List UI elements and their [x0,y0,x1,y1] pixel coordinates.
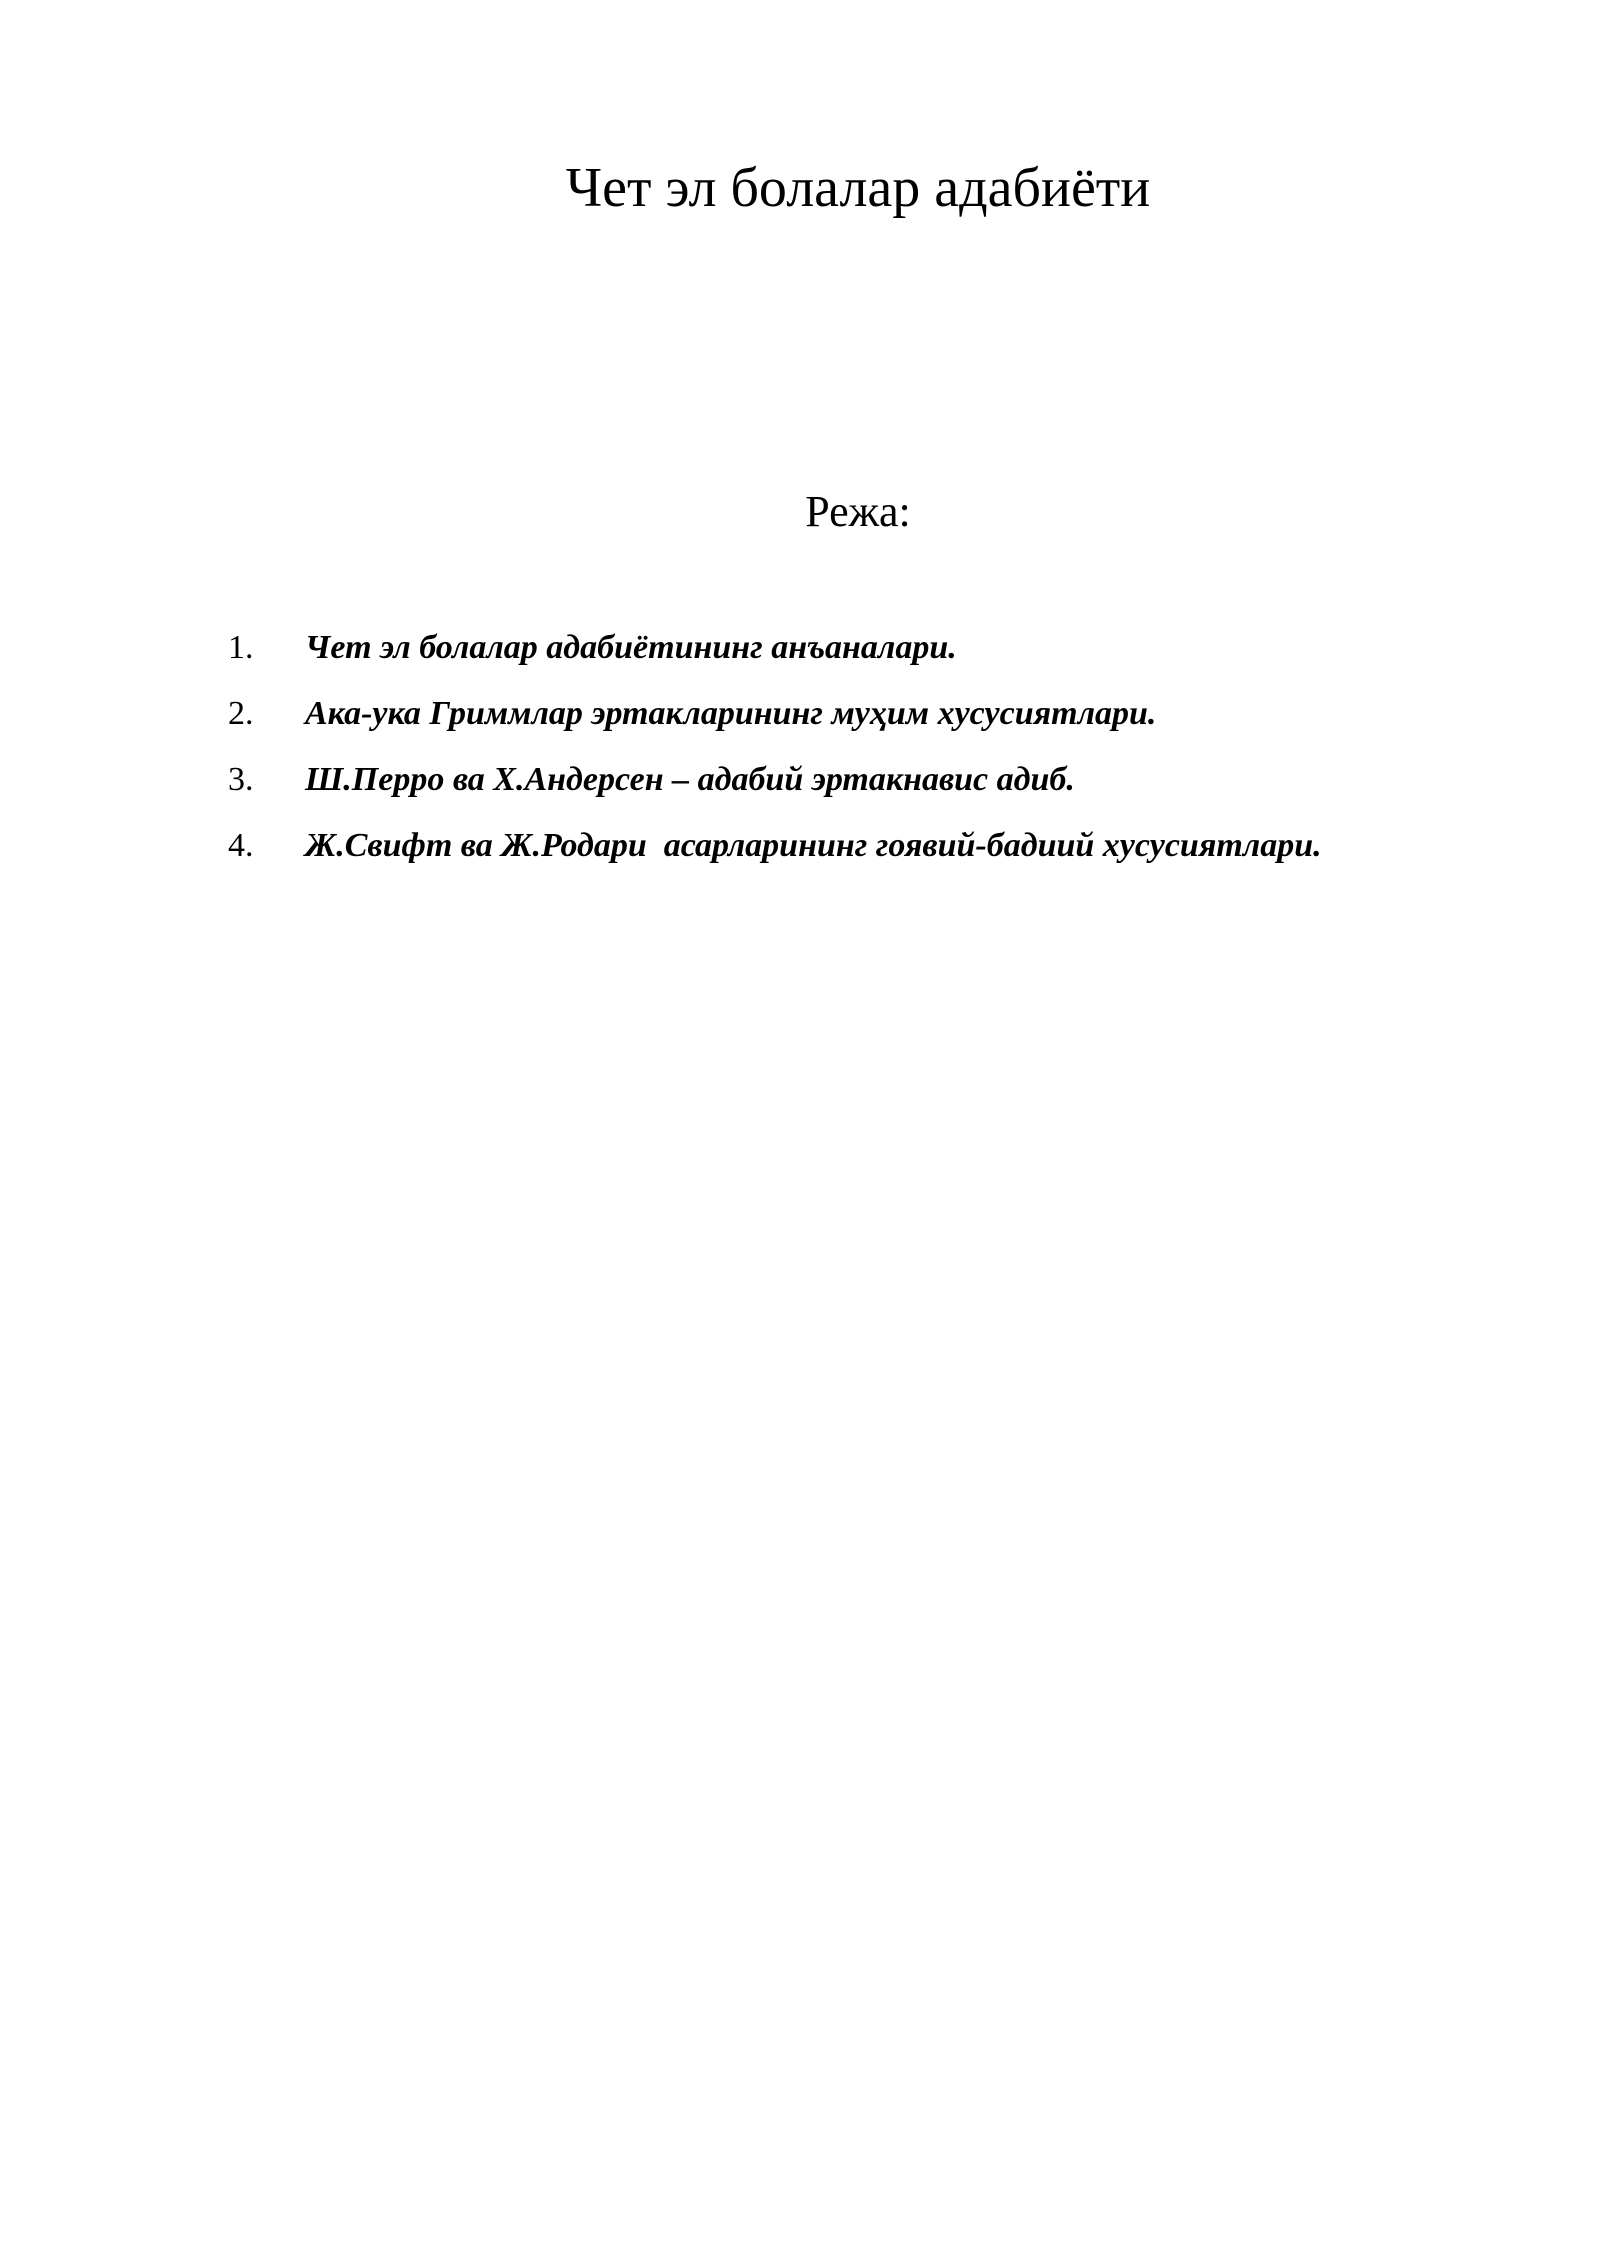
plan-item-text: Ака-ука Гриммлар эртакларининг муҳим хусусиятлари. [305,695,1157,732]
plan-item-text: Ж.Свифт ва Ж.Родари асарларининг гоявий-бадиий хусусиятлари. [305,827,1322,864]
plan-item-2 [228,690,1528,756]
document-title: Чет эл болалар адабиёти [565,157,1151,219]
plan-item-text: Чет эл болалар адабиётининг анъаналари. [305,629,957,666]
plan-list [228,624,1528,888]
plan-item-number: 4. [228,827,254,864]
plan-item-3 [228,756,1528,822]
plan-item-1 [228,624,1528,690]
plan-item-number: 3. [228,761,254,798]
plan-item-4 [228,822,1528,888]
plan-item-number: 2. [228,695,254,732]
plan-item-number: 1. [228,629,254,666]
plan-item-text: Ш.Перро ва Х.Андерсен – адабий эртакнавис адиб. [305,761,1075,798]
plan-heading: Режа: [805,487,911,536]
